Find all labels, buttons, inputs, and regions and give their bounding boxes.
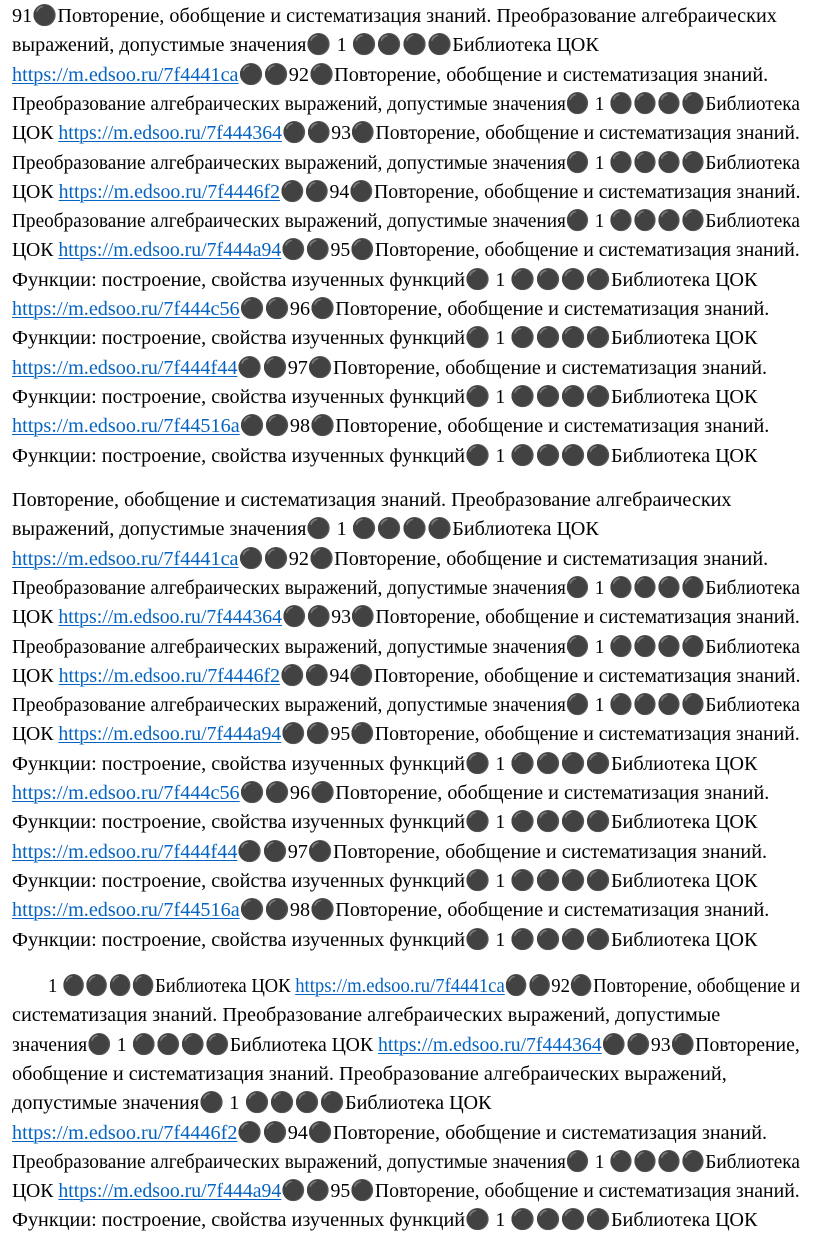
text-run: Функции: построение, свойства изученных функций⚫ 1 ⚫⚫⚫⚫Библиотека ЦОК xyxy=(12,444,758,467)
text-run: ⚫⚫95⚫Повторение, обобщение и систематизация знаний. xyxy=(281,1180,800,1203)
text-line xyxy=(12,295,769,324)
text-line xyxy=(12,896,769,925)
library-link[interactable]: https://m.edsoo.ru/7f4446f2 xyxy=(58,664,281,687)
text-run: 91⚫Повторение, обобщение и систематизация знаний. Преобразование алгебраических xyxy=(12,5,777,27)
text-run: ⚫⚫92⚫Повторение, обобщение и xyxy=(504,975,801,997)
text-run: ⚫⚫92⚫Повторение, обобщение и систематизация знаний. xyxy=(238,547,769,570)
text-line xyxy=(12,324,757,353)
text-line xyxy=(12,207,800,236)
text-run: выражений, допустимые значения⚫ 1 ⚫⚫⚫⚫Библиотека ЦОК xyxy=(12,34,599,57)
text-line xyxy=(12,1060,727,1089)
text-line xyxy=(12,412,769,441)
library-link[interactable]: https://m.edsoo.ru/7f444364 xyxy=(58,606,283,629)
text-run: ⚫⚫98⚫Повторение, обобщение и систематизация знаний. xyxy=(239,899,770,922)
text-run: ⚫⚫93⚫Повторение, обобщение и систематизация знаний. xyxy=(282,606,800,629)
text-line xyxy=(12,720,800,749)
text-run: ЦОК xyxy=(12,723,59,746)
library-link[interactable]: https://m.edsoo.ru/7f444364 xyxy=(58,122,283,145)
text-run: 1 ⚫⚫⚫⚫Библиотека ЦОК xyxy=(48,975,296,997)
text-run: ⚫⚫94⚫Повторение, обобщение и систематизация знаний. xyxy=(280,664,801,687)
text-run: Преобразование алгебраических выражений, допустимые значения⚫ 1 ⚫⚫⚫⚫Библиотека xyxy=(12,694,800,717)
text-line xyxy=(12,926,757,955)
text-line xyxy=(12,515,599,544)
text-run: значения⚫ 1 ⚫⚫⚫⚫Библиотека ЦОК xyxy=(12,1033,379,1056)
text-run: ⚫⚫96⚫Повторение, обобщение и систематизация знаний. xyxy=(239,782,770,804)
text-run: ⚫⚫94⚫Повторение, обобщение и систематизация знаний. xyxy=(280,180,801,203)
library-link[interactable]: https://m.edsoo.ru/7f444a94 xyxy=(58,723,282,746)
text-line xyxy=(12,867,757,896)
text-run: Преобразование алгебраических выражений, допустимые значения⚫ 1 ⚫⚫⚫⚫Библиотека xyxy=(12,92,800,115)
text-run: Преобразование алгебраических выражений, допустимые значения⚫ 1 ⚫⚫⚫⚫Библиотека xyxy=(12,151,800,174)
text-line xyxy=(12,808,757,837)
library-link[interactable]: https://m.edsoo.ru/7f4441ca xyxy=(12,63,239,86)
text-line xyxy=(12,662,800,691)
library-link[interactable]: https://m.edsoo.ru/7f4441ca xyxy=(12,547,239,570)
text-run: Преобразование алгебраических выражений, допустимые значения⚫ 1 ⚫⚫⚫⚫Библиотека xyxy=(12,635,800,658)
text-run: Повторение, обобщение и систематизация знаний. Преобразование алгебраических xyxy=(12,489,732,511)
text-run: ЦОК xyxy=(12,122,59,145)
library-link[interactable]: https://m.edsoo.ru/7f444a94 xyxy=(58,1180,282,1203)
text-line xyxy=(12,603,800,632)
text-run: ⚫⚫93⚫Повторение, обобщение и систематизация знаний. xyxy=(282,122,800,145)
library-link[interactable]: https://m.edsoo.ru/7f4446f2 xyxy=(58,180,281,203)
library-link[interactable]: https://m.edsoo.ru/7f444364 xyxy=(378,1033,602,1056)
text-run: Функции: построение, свойства изученных функций⚫ 1 ⚫⚫⚫⚫Библиотека ЦОК xyxy=(12,268,758,291)
library-link[interactable]: https://m.edsoo.ru/7f4441ca xyxy=(295,975,505,997)
text-line xyxy=(12,149,800,178)
text-run: Функции: построение, свойства изученных функций⚫ 1 ⚫⚫⚫⚫Библиотека ЦОК xyxy=(12,327,758,350)
text-line xyxy=(12,354,767,383)
text-run: Преобразование алгебраических выражений, допустимые значения⚫ 1 ⚫⚫⚫⚫Библиотека xyxy=(12,210,800,233)
text-run: ⚫⚫96⚫Повторение, обобщение и систематизация знаний. xyxy=(239,298,770,320)
text-run: ЦОК xyxy=(12,1180,59,1203)
text-line xyxy=(12,1031,800,1060)
text-run: Преобразование алгебраических выражений, допустимые значения⚫ 1 ⚫⚫⚫⚫Библиотека xyxy=(12,576,800,599)
text-line xyxy=(12,266,757,295)
text-run: допустимые значения⚫ 1 ⚫⚫⚫⚫Библиотека ЦОК xyxy=(12,1092,492,1115)
text-run: ⚫⚫97⚫Повторение, обобщение и систематизация знаний. xyxy=(237,356,768,379)
text-run: ⚫⚫98⚫Повторение, обобщение и систематизация знаний. xyxy=(239,415,770,438)
library-link[interactable]: https://m.edsoo.ru/7f444f44 xyxy=(12,840,238,863)
text-line xyxy=(12,1089,492,1118)
text-line xyxy=(12,119,800,148)
text-run: Функции: построение, свойства изученных функций⚫ 1 ⚫⚫⚫⚫Библиотека ЦОК xyxy=(12,752,758,775)
text-run: Функции: построение, свойства изученных функций⚫ 1 ⚫⚫⚫⚫Библиотека ЦОК xyxy=(12,811,758,834)
text-line xyxy=(12,1001,720,1030)
library-link[interactable]: https://m.edsoo.ru/7f444a94 xyxy=(58,239,282,262)
text-run: ЦОК xyxy=(12,606,59,629)
text-run: выражений, допустимые значения⚫ 1 ⚫⚫⚫⚫Библиотека ЦОК xyxy=(12,518,599,541)
text-line xyxy=(12,1148,800,1177)
text-line xyxy=(12,838,767,867)
text-run: ⚫⚫97⚫Повторение, обобщение и систематизация знаний. xyxy=(237,840,768,863)
text-run: Функции: построение, свойства изученных функций⚫ 1 ⚫⚫⚫⚫Библиотека ЦОК xyxy=(12,385,758,408)
text-run: ЦОК xyxy=(12,239,59,262)
text-line xyxy=(12,1177,800,1206)
text-run: ⚫⚫93⚫Повторение, xyxy=(601,1033,800,1056)
text-line xyxy=(12,545,768,574)
text-line xyxy=(12,633,800,662)
text-line xyxy=(12,442,757,471)
text-run: ⚫⚫92⚫Повторение, обобщение и систематизация знаний. xyxy=(238,63,769,86)
text-line xyxy=(12,61,768,90)
text-run: ЦОК xyxy=(12,664,59,687)
text-run: ⚫⚫94⚫Повторение, обобщение и систематизация знаний. xyxy=(237,1121,768,1144)
text-line xyxy=(12,178,800,207)
library-link[interactable]: https://m.edsoo.ru/7f44516a xyxy=(12,899,240,922)
text-run: Функции: построение, свойства изученных функций⚫ 1 ⚫⚫⚫⚫Библиотека ЦОК xyxy=(12,1209,758,1232)
text-run: ⚫⚫95⚫Повторение, обобщение и систематизация знаний. xyxy=(281,239,800,262)
text-line xyxy=(12,2,777,31)
text-line xyxy=(12,486,732,515)
text-line xyxy=(12,750,757,779)
library-link[interactable]: https://m.edsoo.ru/7f444c56 xyxy=(12,298,240,320)
library-link[interactable]: https://m.edsoo.ru/7f44516a xyxy=(12,415,240,438)
text-line xyxy=(12,779,769,808)
library-link[interactable]: https://m.edsoo.ru/7f444c56 xyxy=(12,782,240,804)
text-run: ЦОК xyxy=(12,180,59,203)
text-line xyxy=(12,574,800,603)
text-run: Функции: построение, свойства изученных функций⚫ 1 ⚫⚫⚫⚫Библиотека ЦОК xyxy=(12,869,758,892)
text-run: Функции: построение, свойства изученных функций⚫ 1 ⚫⚫⚫⚫Библиотека ЦОК xyxy=(12,928,758,951)
library-link[interactable]: https://m.edsoo.ru/7f444f44 xyxy=(12,356,238,379)
text-run: обобщение и систематизация знаний. Преобразование алгебраических выражений, xyxy=(12,1062,727,1085)
library-link[interactable]: https://m.edsoo.ru/7f4446f2 xyxy=(12,1121,238,1144)
text-line xyxy=(48,972,800,1001)
text-line xyxy=(12,1206,757,1235)
text-run: систематизация знаний. Преобразование алгебраических выражений, допустимые xyxy=(12,1004,721,1027)
text-line xyxy=(12,236,800,265)
text-line xyxy=(12,383,757,412)
text-run: Преобразование алгебраических выражений, допустимые значения⚫ 1 ⚫⚫⚫⚫Библиотека xyxy=(12,1150,800,1173)
text-line xyxy=(12,1119,767,1148)
text-line xyxy=(12,691,800,720)
text-run: ⚫⚫95⚫Повторение, обобщение и систематизация знаний. xyxy=(281,723,800,746)
text-line xyxy=(12,31,599,60)
text-line xyxy=(12,90,800,119)
